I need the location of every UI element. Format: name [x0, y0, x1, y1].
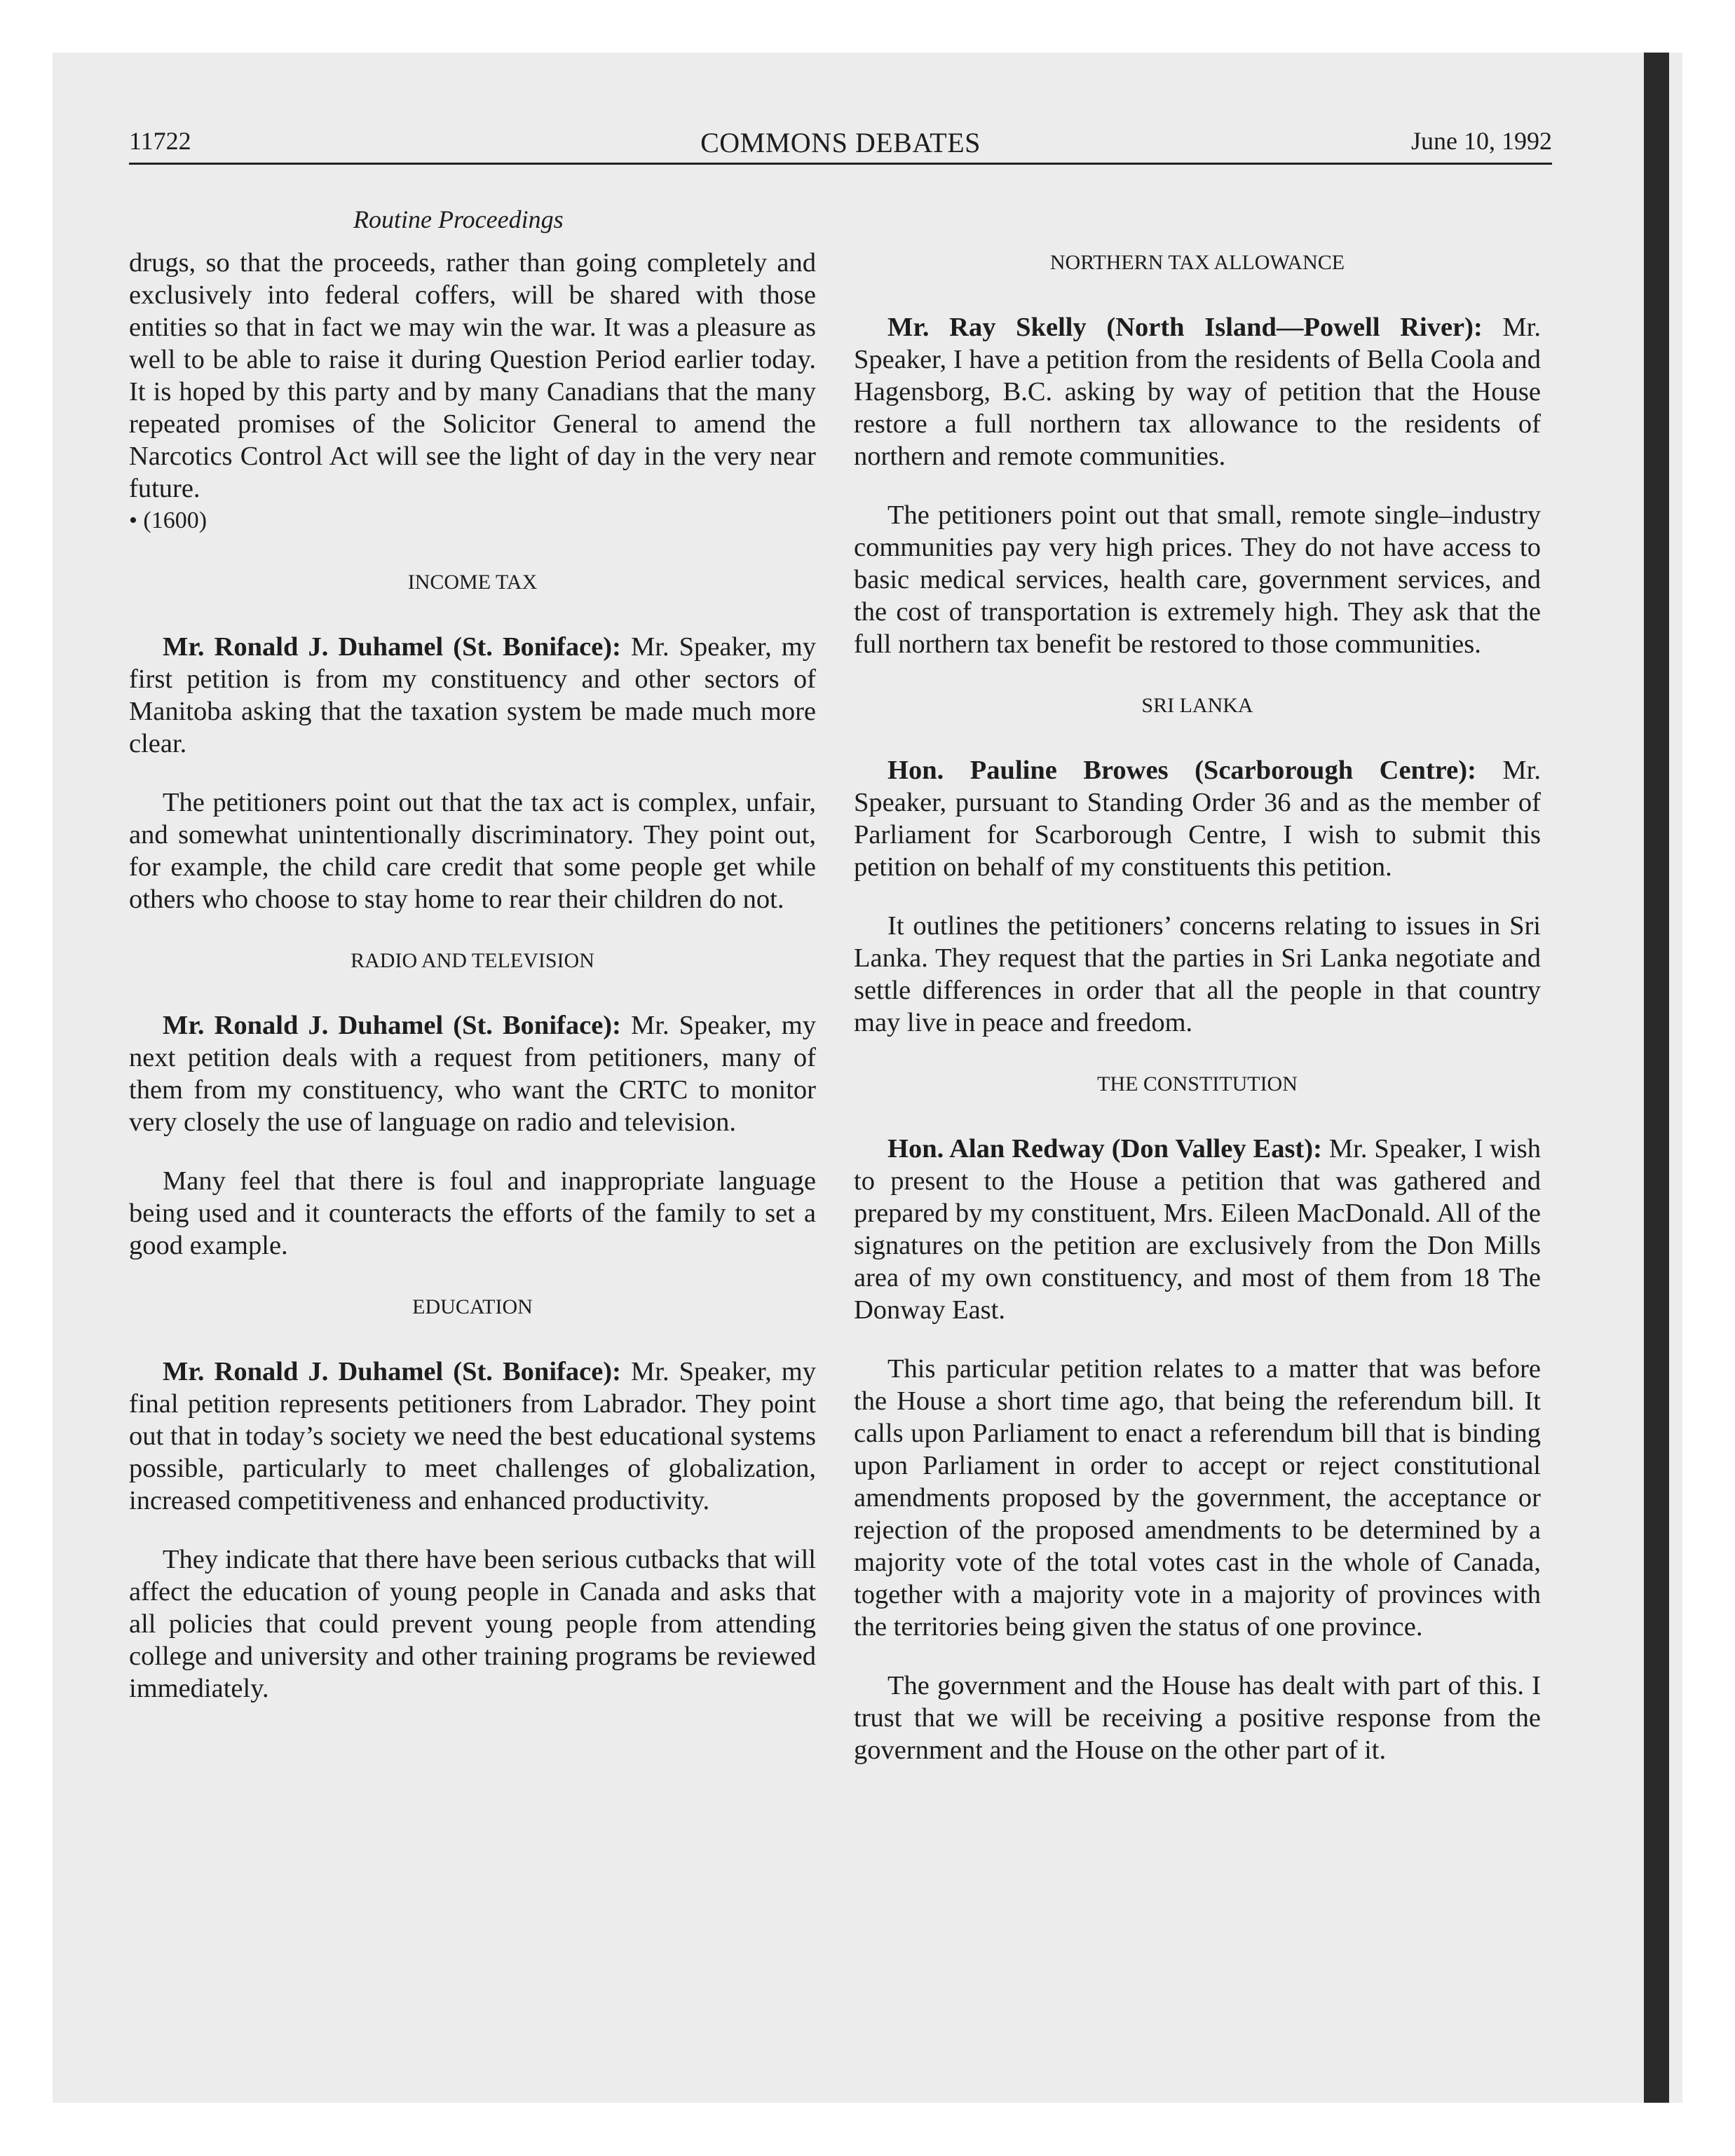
statement-paragraph — [129, 1356, 816, 1517]
statement-text: Mr. Speaker, I have a petition from the residents of Bella Coola and Hagensborg, B.C. asking by way of petition that the House restore a full northern tax allowance to the residents of northern and remote communities. — [854, 313, 1541, 471]
heading-sri-lanka: SRI LANKA — [1141, 694, 1253, 717]
paragraph: This particular petition relates to a matter that was before the House a short time ago, that being the referendum bill. It calls upon Parliament to enact a referendum bill that is binding upon Parliament in order to accept or reject constitutional amendments proposed by the government, the acceptance or rejection of the proposed amendments to be determined by a majority vote of the total votes cast in the whole of Canada, together with a majority vote in a majority of provinces with the territories being given the status of one province. — [854, 1354, 1541, 1642]
page-header — [129, 126, 1552, 165]
statement-paragraph — [129, 1009, 816, 1138]
speaker-name: Mr. Ray Skelly (North Island—Powell River): — [887, 313, 1483, 342]
speaker-name: Mr. Ronald J. Duhamel (St. Boniface): — [163, 1011, 621, 1040]
page-number: 11722 — [129, 127, 191, 155]
heading-northern-tax-allowance: NORTHERN TAX ALLOWANCE — [1049, 251, 1345, 274]
statement-text: Mr. Speaker, my next petition deals with a request from petitioners, many of them from my constituency, who want the CRTC to monitor very closely the use of language on radio and television. — [129, 1011, 816, 1137]
paragraph: The petitioners point out that the tax act is complex, unfair, and somewhat unintentionally discriminatory. They point out, for example, the child care credit that some people get while others who choose to stay home to rear their children do not. — [129, 788, 816, 914]
speaker-name: Hon. Alan Redway (Don Valley East): — [887, 1134, 1322, 1164]
statement-paragraph — [854, 311, 1541, 472]
publication-title: COMMONS DEBATES — [700, 127, 981, 158]
paragraph: It outlines the petitioners’ concerns relating to issues in Sri Lanka. They request that the parties in Sri Lanka negotiate and settle differences in order that all the people in that country may live in peace and freedom. — [854, 911, 1541, 1037]
time-marker: • (1600) — [129, 507, 207, 533]
statement-text: Mr. Speaker, I wish to present to the House a petition that was gathered and prepared by my constituent, Mrs. Eileen MacDonald. All of the signatures on the petition are exclusively from the Don Mills area of my own constituency, and most of them from 18 The Donway East. — [854, 1134, 1541, 1325]
paragraph: The government and the House has dealt with part of this. I trust that we will be receiving a positive response from the government and the House on the other part of it. — [854, 1671, 1541, 1765]
statement-text: Mr. Speaker, pursuant to Standing Order 36 and as the member of Parliament for Scarborough Centre, I wish to submit this petition on behalf of my constituents this petition. — [854, 756, 1541, 882]
document-page — [129, 126, 1552, 1765]
left-column — [129, 247, 816, 1705]
statement-text: Mr. Speaker, my final petition represents petitioners from Labrador. They point out that in today’s society we need the best educational systems possible, particularly to meet challenges of globalization, increased competitiveness and enhanced productivity. — [129, 1357, 816, 1515]
section-label: Routine Proceedings — [353, 205, 564, 233]
statement-text: Mr. Speaker, my first petition is from my constituency and other sectors of Manitoba asking that the taxation system be made much more clear. — [129, 632, 816, 758]
paragraph: Many feel that there is foul and inappropriate language being used and it counteracts the efforts of the family to set a good example. — [129, 1166, 816, 1260]
heading-education: EDUCATION — [412, 1295, 533, 1318]
continued-paragraph: drugs, so that the proceeds, rather than going completely and exclusively into federal coffers, will be shared with those entities so that in fact we may win the war. It was a pleasure as well to be able to raise it during Question Period earlier today. It is hoped by this party and by many Canadians that the many repeated promises of the Solicitor General to amend the Narcotics Control Act will see the light of day in the very near future. — [129, 248, 816, 503]
speaker-name: Hon. Pauline Browes (Scarborough Centre): — [887, 756, 1476, 785]
speaker-name: Mr. Ronald J. Duhamel (St. Boniface): — [163, 1357, 621, 1386]
paragraph: The petitioners point out that small, remote single–industry communities pay very high prices. They do not have access to basic medical services, health care, government services, and the cost of transportation is extremely high. They ask that the full northern tax benefit be restored to those communities. — [854, 500, 1541, 659]
speaker-name: Mr. Ronald J. Duhamel (St. Boniface): — [163, 632, 621, 662]
heading-income-tax: INCOME TAX — [407, 571, 538, 594]
heading-the-constitution: THE CONSTITUTION — [1097, 1072, 1298, 1096]
right-column — [854, 247, 1541, 1766]
heading-radio-television: RADIO AND TELEVISION — [351, 949, 594, 972]
scan-edge-bar — [1644, 53, 1669, 2103]
statement-paragraph — [854, 754, 1541, 883]
statement-paragraph — [854, 1133, 1541, 1326]
statement-paragraph — [129, 631, 816, 760]
publication-date: June 10, 1992 — [1411, 127, 1552, 155]
paragraph: They indicate that there have been serious cutbacks that will affect the education of young people in Canada and asks that all policies that could prevent young people from attending college and university and other training programs be reviewed immediately. — [129, 1545, 816, 1703]
